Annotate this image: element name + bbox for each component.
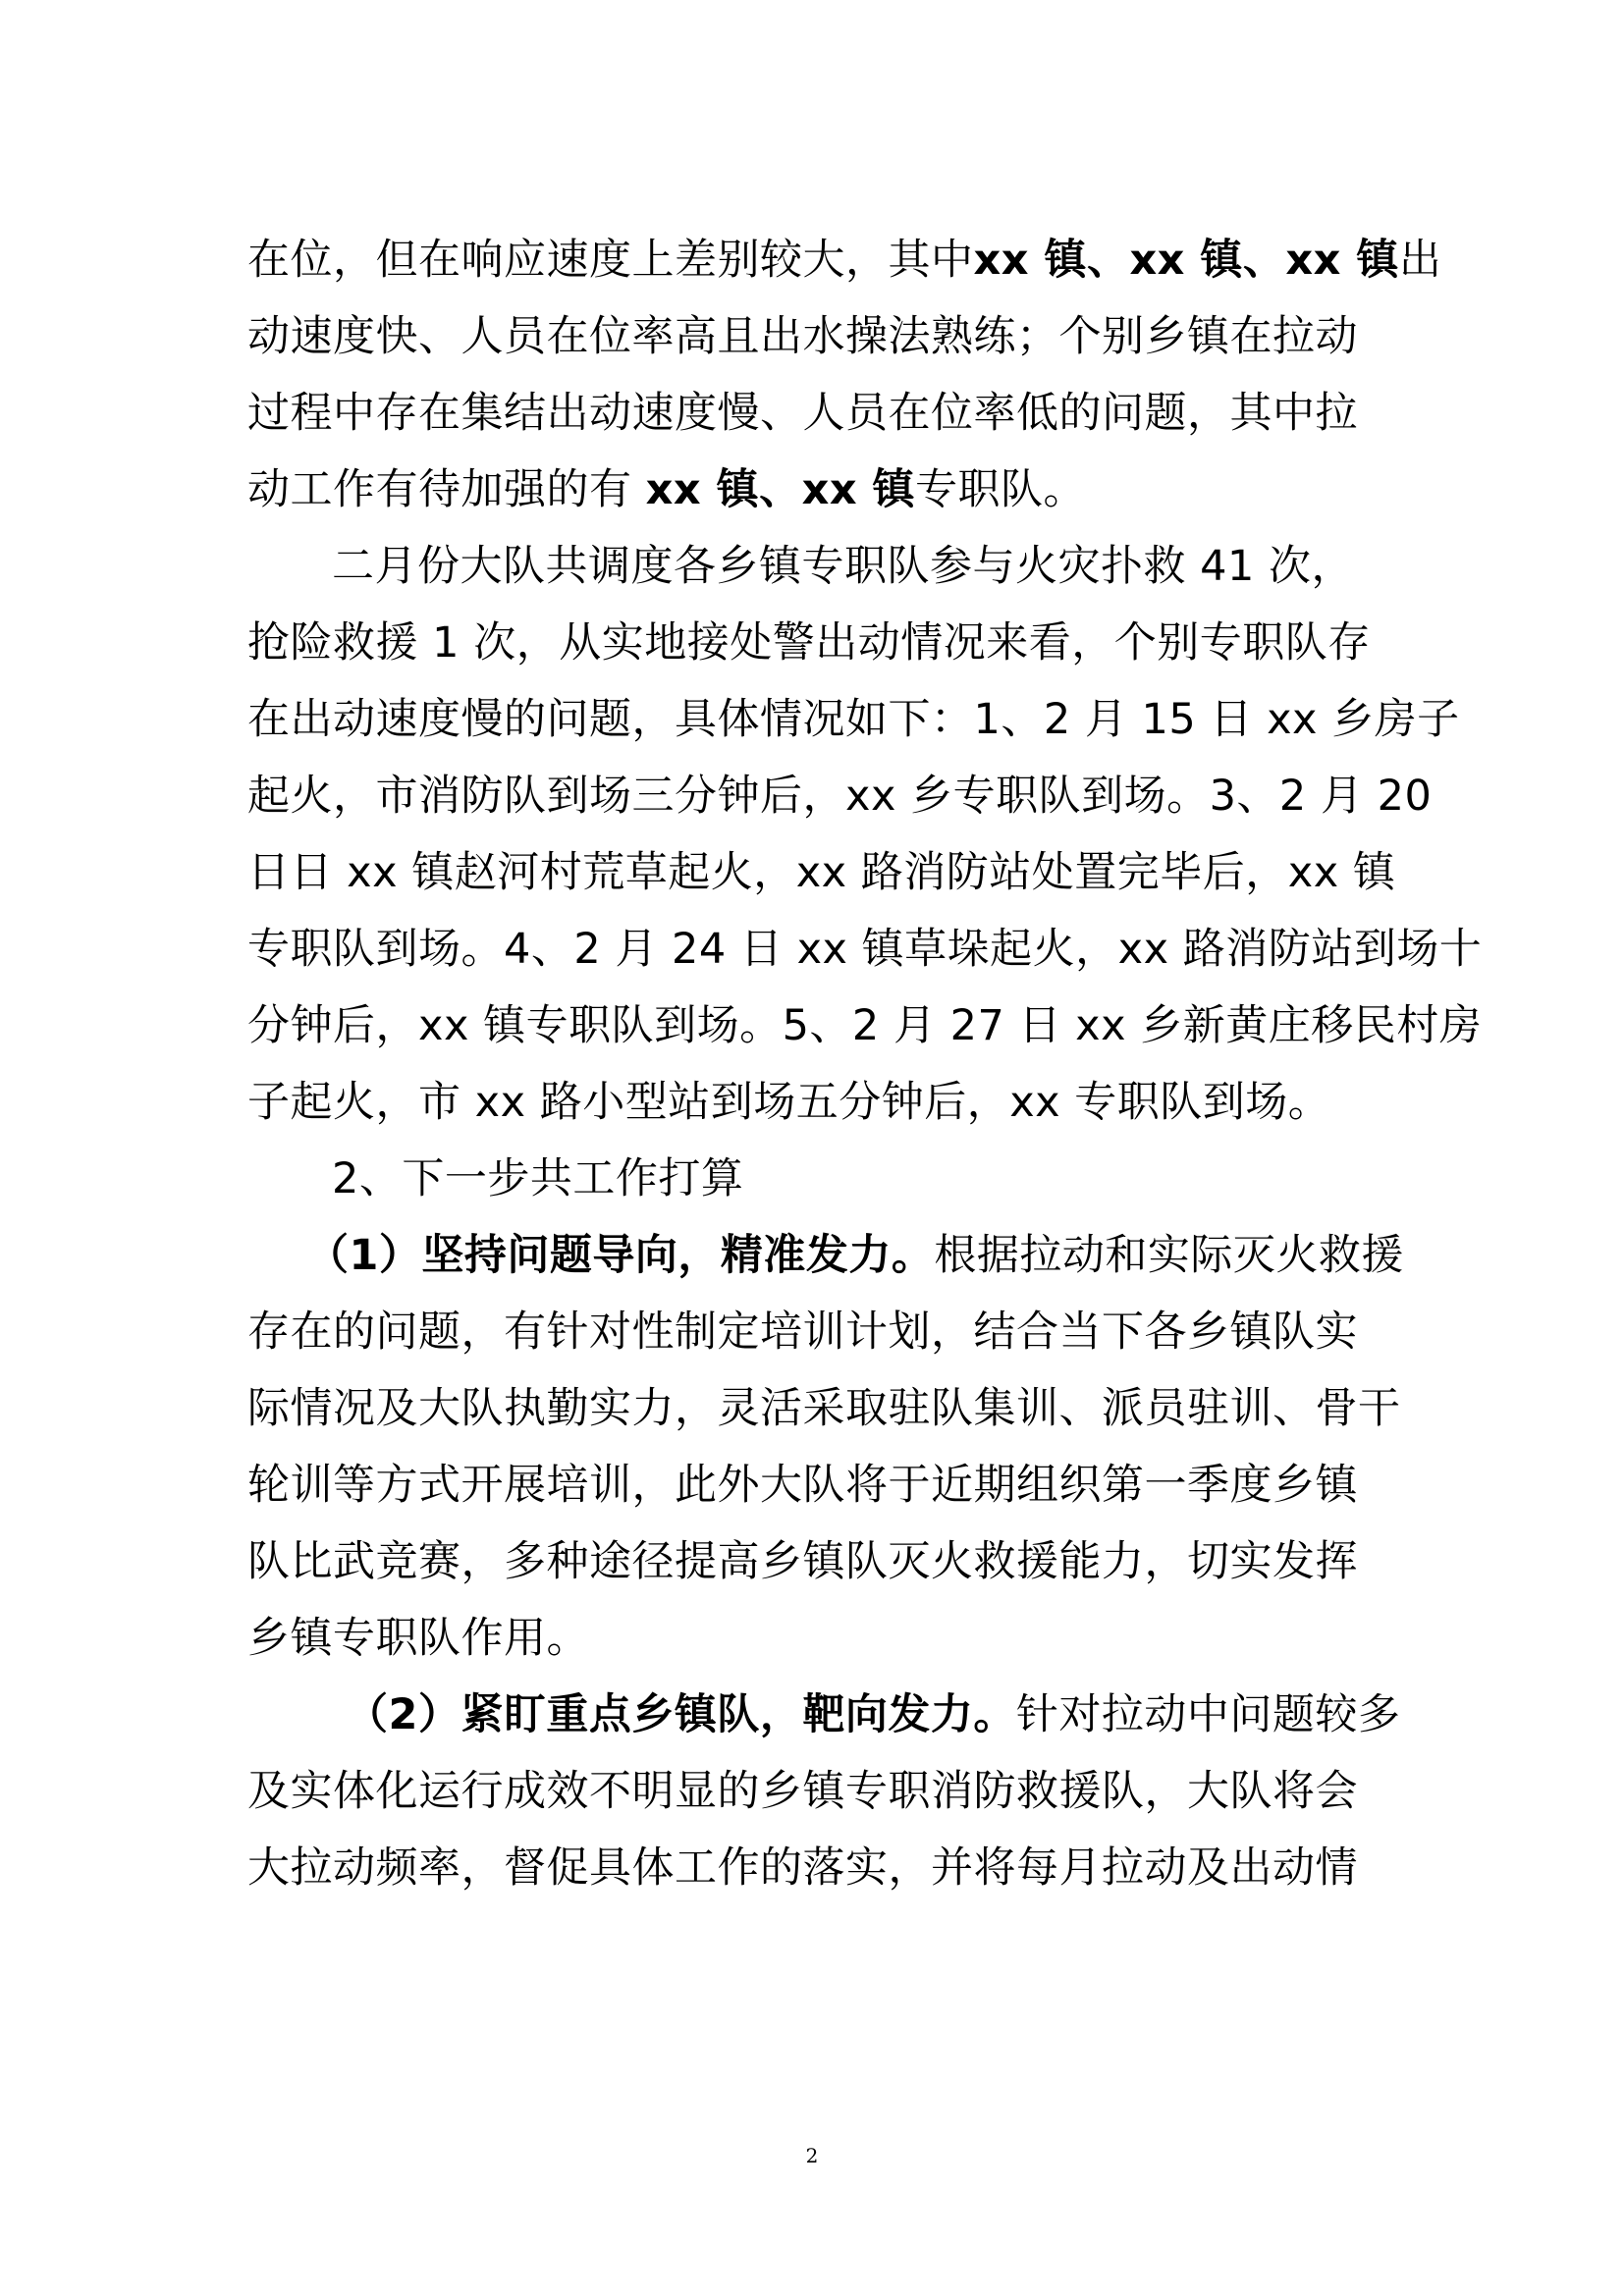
paragraph-2-line-1: 二月份大队共调度各乡镇专职队参与火灾扑救 41 次，	[332, 542, 1355, 591]
paragraph-1-line-1	[247, 231, 1441, 290]
text-run: 针对拉动中问题较多	[1015, 1690, 1401, 1739]
bold-town-names: xx 镇、xx 镇、xx 镇	[973, 236, 1399, 285]
item-1-line-3: 际情况及大队执勤实力，灵活采取驻队集训、派员驻训、骨干	[247, 1384, 1401, 1433]
paragraph-1-line-4	[247, 460, 1086, 519]
paragraph-2-line-2: 抢险救援 1 次，从实地接处警出动情况来看，个别专职队存	[247, 618, 1371, 667]
section-heading: 2、下一步共工作打算	[332, 1154, 744, 1203]
item-1-line-5: 队比武竞赛，多种途径提高乡镇队灭火救援能力，切实发挥	[247, 1537, 1358, 1586]
paragraph-2-line-5: 日日 xx 镇赵河村荒草起火，xx 路消防站处置完毕后，xx 镇	[247, 848, 1396, 897]
text-run: 动工作有待加强的有	[247, 465, 646, 514]
text-run: 专职队。	[915, 465, 1087, 514]
paragraph-2-line-4: 起火，市消防队到场三分钟后，xx 乡专职队到场。3、2 月 20	[247, 772, 1433, 821]
item-2-line-1	[346, 1685, 1400, 1744]
text-run: 出	[1398, 236, 1442, 285]
paragraph-2-line-3: 在出动速度慢的问题，具体情况如下：1、2 月 15 日 xx 乡房子	[247, 695, 1460, 744]
paragraph-2-line-6: 专职队到场。4、2 月 24 日 xx 镇草垛起火，xx 路消防站到场十	[247, 925, 1483, 974]
item-1-line-6: 乡镇专职队作用。	[247, 1614, 589, 1663]
item-2-title: （2）紧盯重点乡镇队，靶向发力。	[346, 1690, 1016, 1739]
text-run: 在位，但在响应速度上差别较大，其中	[247, 236, 974, 285]
page-number: 2	[805, 2144, 819, 2167]
item-2-line-2: 及实体化运行成效不明显的乡镇专职消防救援队，大队将会	[247, 1767, 1358, 1816]
item-1-line-4: 轮训等方式开展培训，此外大队将于近期组织第一季度乡镇	[247, 1461, 1358, 1510]
item-1-line-2: 存在的问题，有针对性制定培训计划，结合当下各乡镇队实	[247, 1308, 1358, 1357]
paragraph-2-line-8: 子起火，市 xx 路小型站到场五分钟后，xx 专职队到场。	[247, 1078, 1331, 1127]
paragraph-1-line-3: 过程中存在集结出动速度慢、人员在位率低的问题，其中拉	[247, 389, 1358, 438]
paragraph-1-line-2: 动速度快、人员在位率高且出水操法熟练；个别乡镇在拉动	[247, 312, 1358, 361]
item-1-line-1	[306, 1226, 1404, 1285]
item-1-title: （1）坚持问题导向，精准发力。	[306, 1231, 935, 1280]
bold-town-names: xx 镇、xx 镇	[645, 465, 916, 514]
text-run: 根据拉动和实际灭火救援	[934, 1231, 1404, 1280]
item-2-line-3: 大拉动频率，督促具体工作的落实，并将每月拉动及出动情	[247, 1843, 1358, 1893]
paragraph-2-line-7: 分钟后，xx 镇专职队到场。5、2 月 27 日 xx 乡新黄庄移民村房	[247, 1001, 1483, 1050]
